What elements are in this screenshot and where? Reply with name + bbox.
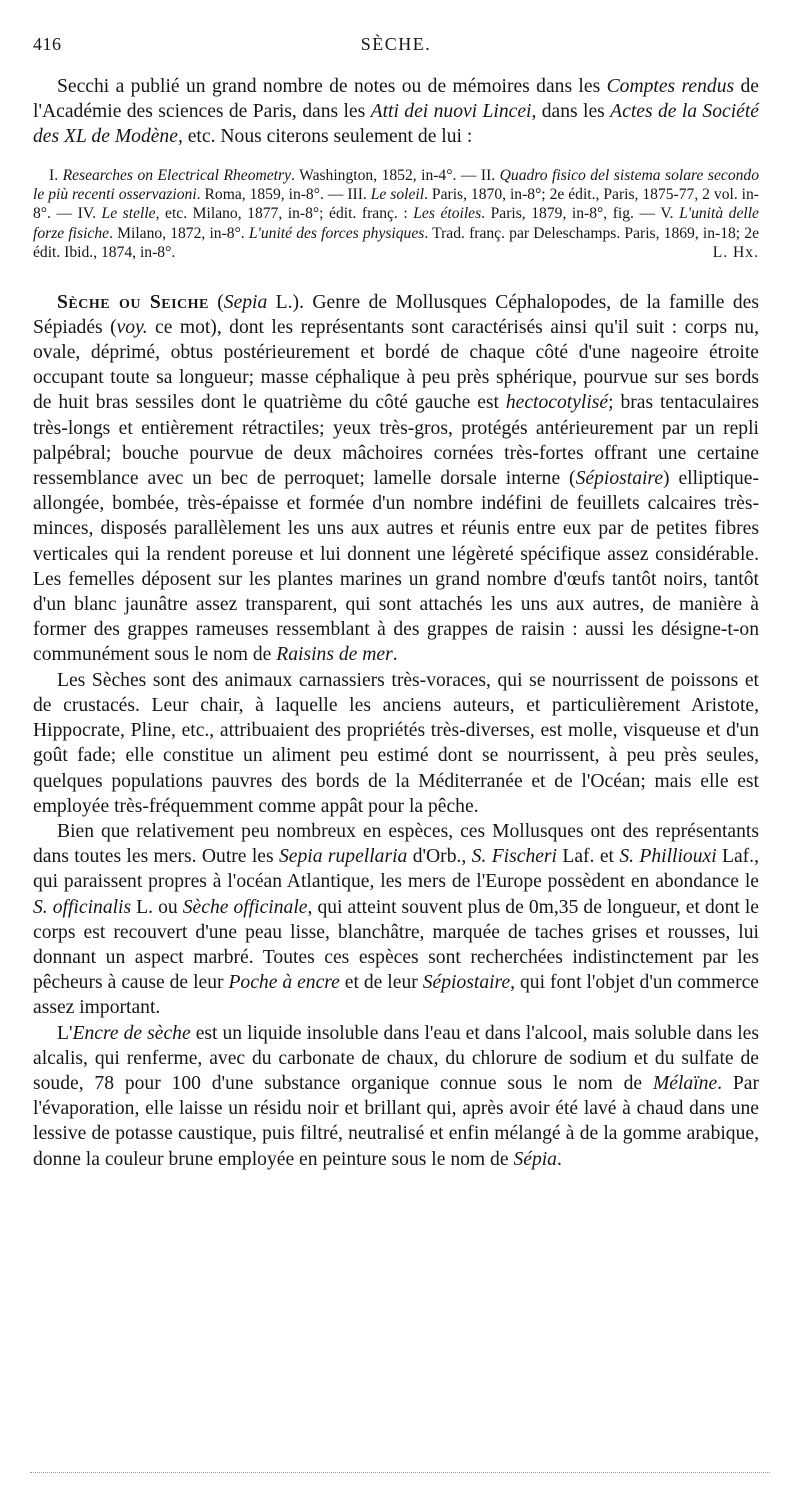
italic-run: Sépia: [513, 1148, 557, 1170]
italic-run: L'unità delle forze fisiche: [33, 205, 759, 242]
text-run: . Par l'évaporation, elle laisse un résidu noir et brillant qui, après avoir été lavé à chaud dans une lessive de potasse caustique, puis filtré, neutralisé et enfin mélangé à de la gomme arabique, donne la couleur brune employée en peinture sous le nom de: [33, 1072, 759, 1170]
italic-run: Researches on Electrical Rheometry: [62, 166, 292, 184]
text-run: Laf. et: [557, 846, 620, 868]
text-run: . Washington, 1852, in-4°. — II.: [291, 166, 500, 184]
italic-run: Quadro fisico del sistema solare secondo le più recenti osservazioni: [33, 166, 760, 204]
bibliography: [33, 166, 759, 263]
text-run: I.: [49, 166, 63, 184]
text-run: , etc. Nous citerons seulement de lui :: [177, 126, 473, 148]
italic-run: hectocotylisé: [505, 392, 609, 414]
text-run: Les Sèches sont des animaux carnassiers très-voraces, qui se nourrissent de poissons et de crustacés. Leur chair, à laquelle les anciens auteurs, et particulièrement Aristote, Hippocrate, Pline, etc., attribuaient des propriétés très-diverses, est molle, visqueuse et d'un goût fade; elle constitue un aliment peu estimé dont se nourrissent, à peu près seules, quelques populations pauvres des bords de la Méditerranée et de l'Océan; mais elle est employée très-fréquemment comme appât pour la pêche.: [33, 669, 759, 817]
text-run: ; bras tentaculaires très-longs et entièrement rétractiles; yeux très-gros, protégés antérieurement par un repli palpébral; bouche pourvue de deux mâchoires cornées très-fortes offrant une certaine ressemblance avec un bec de perroquet; lamelle dorsale interne (: [33, 392, 759, 490]
text-run: , etc. Milano, 1877, in-8°; édit. franç. :: [155, 205, 414, 223]
text-run: est un liquide insoluble dans l'eau et dans l'alcool, mais soluble dans les alcalis, qui renferme, avec du carbonate de chaux, du chlorure de sodium et du sulfate de soude, 78 pour 100 d'une substance organique connue sous le nom de: [33, 1022, 760, 1094]
text-run: . Trad. franç. par Deleschamps. Paris, 1869, in-18; 2e édit. Ibid., 1874, in-8°.: [33, 224, 760, 262]
italic-run: S. Fischeri: [471, 846, 558, 868]
italic-run: Sépiostaire: [575, 468, 664, 490]
text-run: . Roma, 1859, in-8°. — III.: [196, 186, 371, 204]
article-headword: Sèche ou Seiche: [57, 291, 209, 313]
text-run: .: [392, 644, 398, 666]
text-run: . Paris, 1870, in-8°; 2e édit., Paris, 1875-77, 2 vol. in-8°. — IV.: [33, 186, 759, 223]
intro-paragraph: [33, 74, 759, 150]
page-header: [33, 28, 759, 60]
running-title: SÈCHE.: [360, 34, 432, 54]
text-run: Bien que relativement peu nombreux en espèces, ces Mollusques ont des représentants dans toutes les mers. Outre les: [33, 820, 759, 868]
text-run: (: [208, 291, 224, 313]
document-page: [33, 28, 759, 1172]
text-run: Secchi a publié un grand nombre de notes ou de mémoires dans les: [57, 76, 607, 97]
article-paragraph-2: [33, 668, 759, 819]
italic-run: Sépiostaire: [422, 972, 511, 994]
italic-run: Encre de sèche: [72, 1022, 191, 1044]
italic-run: Mélaïne: [652, 1072, 718, 1094]
text-run: , qui font l'objet d'un commerce assez important.: [33, 972, 759, 1019]
text-run: L. ou: [131, 896, 183, 918]
italic-run: voy.: [116, 316, 148, 338]
italic-run: Sepia rupellaria: [278, 846, 408, 868]
footer-rule: [30, 1472, 770, 1475]
text-run: d'Orb.,: [407, 846, 472, 868]
text-run: L.). Genre de Mollusques Céphalopodes, de la famille des Sépiadés (: [33, 291, 759, 338]
article-paragraph-3: [33, 819, 759, 1021]
article-paragraph-4: [33, 1021, 759, 1172]
page-number: 416: [33, 34, 62, 54]
italic-run: Le soleil: [370, 186, 425, 204]
text-run: , qui atteint souvent plus de 0m,35 de longueur, et dont le corps est recouvert d'une peau lisse, blanchâtre, marquée de taches grises et rousses, lui donnant un aspect marbré. Toutes ces espèces sont recherchées indistinctement par les pêcheurs à cause de leur: [33, 896, 760, 994]
text-run: . Milano, 1872, in-8°.: [109, 224, 249, 242]
text-run: ce mot), dont les représentants sont caractérisés ainsi qu'il suit : corps nu, ovale, déprimé, obtus postérieurement et bordé de chaque côté d'une nageoire étroite occupant toute sa longueur; masse céphalique à peu près sphérique, pourvue sur ses bords de huit bras sessiles dont le quatrième du côté gauche est: [33, 316, 759, 414]
text-run: . Paris, 1879, in-8°, fig. — V.: [481, 205, 680, 223]
text-run: L': [57, 1022, 73, 1044]
italic-run: Atti dei nuovi Lincei: [370, 101, 532, 123]
article-paragraph-1: [33, 290, 759, 668]
author-signature: L. Hx.: [712, 244, 759, 262]
italic-run: Sepia: [223, 291, 268, 313]
italic-run: S. officinalis: [33, 896, 132, 918]
italic-run: Le stelle: [101, 205, 156, 223]
text-run: .: [556, 1148, 562, 1170]
text-run: de l'Académie des sciences de Paris, dans les: [33, 76, 759, 123]
italic-run: Les étoiles: [413, 205, 482, 223]
text-run: Laf., qui paraissent propres à l'océan Atlantique, les mers de l'Europe possèdent en abondance le: [33, 846, 759, 893]
text-run: , dans les: [531, 101, 611, 123]
text-run: ) elliptique-allongée, bombée, très-épaisse et formée d'un nombre indéfini de feuillets calcaires très-minces, disposés parallèlement les uns aux autres et réunis entre eux par de petites fibres verticales qui la rendent poreuse et lui donnent une légèreté spécifique assez considérable. Les femelles déposent sur les plantes marines un grand nombre d'œufs tantôt noirs, tantôt d'un blanc jaunâtre assez transparent, qui sont attachés les uns aux autres, de manière à former des grappes rameuses ressemblant à des grappes de raisin : aussi les désigne-t-on communément sous le nom de: [33, 468, 759, 666]
italic-run: Raisins de mer: [276, 644, 393, 666]
italic-run: Comptes rendus: [606, 76, 735, 97]
bibliography-text: [33, 167, 759, 262]
italic-run: L'unité des forces physiques: [248, 224, 425, 242]
text-run: et de leur: [339, 972, 423, 994]
italic-run: S. Philliouxi: [619, 846, 717, 868]
italic-run: Poche à encre: [228, 972, 340, 994]
italic-run: Sèche officinale: [182, 896, 308, 918]
italic-run: Actes de la Société des XL de Modène: [33, 101, 759, 148]
article-paragraph-1-text: [33, 292, 759, 666]
